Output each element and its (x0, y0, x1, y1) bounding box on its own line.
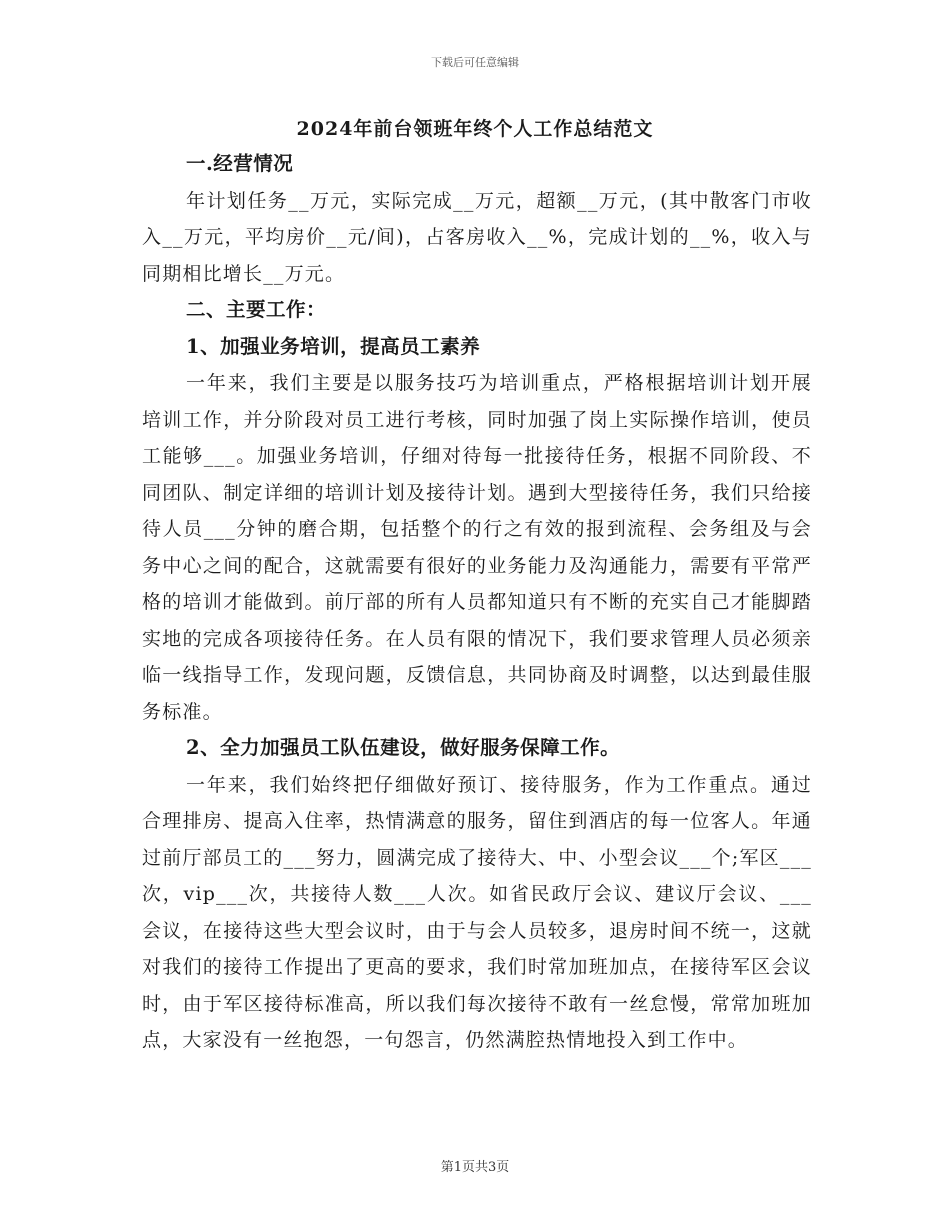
document-title: 2024年前台领班年终个人工作总结范文 (296, 118, 654, 140)
paragraph-training: 一年来，我们主要是以服务技巧为培训重点，严格根据培训计划开展培训工作，并分阶段对员工进行考核，同时加强了岗上实际操作培训，使员工能够___。加强业务培训，仔细对待每一批接待任务，根据不同阶段、不同团队、制定详细的培训计划及接待计划。遇到大型接待任务，我们只给接待人员___分钟的磨合期，包括整个的行之有效的报到流程、会务组及与会务中心之间的配合，这就需要有很好的业务能力及沟通能力，需要有平常严格的培训才能做到。前厅部的所有人员都知道只有不断的充实自己才能脚踏实地的完成各项接待任务。在人员有限的情况下，我们要求管理人员必须亲临一线指导工作，发现问题，反馈信息，共同协商及时调整，以达到最佳服务标准。 (142, 372, 812, 723)
section-heading-team-building: 2、全力加强员工队伍建设，做好服务保障工作。 (186, 736, 621, 759)
document-body (142, 146, 812, 1059)
section-heading-main-work: 二、主要工作： (186, 298, 327, 321)
section-heading-operations: 一.经营情况 (186, 152, 294, 175)
paragraph-operations: 年计划任务__万元，实际完成__万元，超额__万元，(其中散客门市收入__万元，平均房价__元/间)，占客房收入__%，完成计划的__%，收入与同期相比增长__万元。 (142, 189, 812, 285)
page-number-footer: 第1页共3页 (440, 1160, 510, 1175)
header-note: 下载后可任意编辑 (431, 56, 519, 69)
paragraph-team-building: 一年来，我们始终把仔细做好预订、接待服务，作为工作重点。通过合理排房、提高入住率，热情满意的服务，留住到酒店的每一位客人。年通过前厅部员工的___努力，圆满完成了接待大、中、小型会议___个;军区___次，vip___次，共接待人数___人次。如省民政厅会议、建议厅会议、___会议，在接待这些大型会议时，由于与会人员较多，退房时间不统一，这就对我们的接待工作提出了更高的要求，我们时常加班加点，在接待军区会议时，由于军区接待标准高，所以我们每次接待不敢有一丝怠慢，常常加班加点，大家没有一丝抱怨，一句怨言，仍然满腔热情地投入到工作中。 (142, 773, 812, 1051)
section-heading-training: 1、加强业务培训，提高员工素养 (186, 334, 481, 358)
